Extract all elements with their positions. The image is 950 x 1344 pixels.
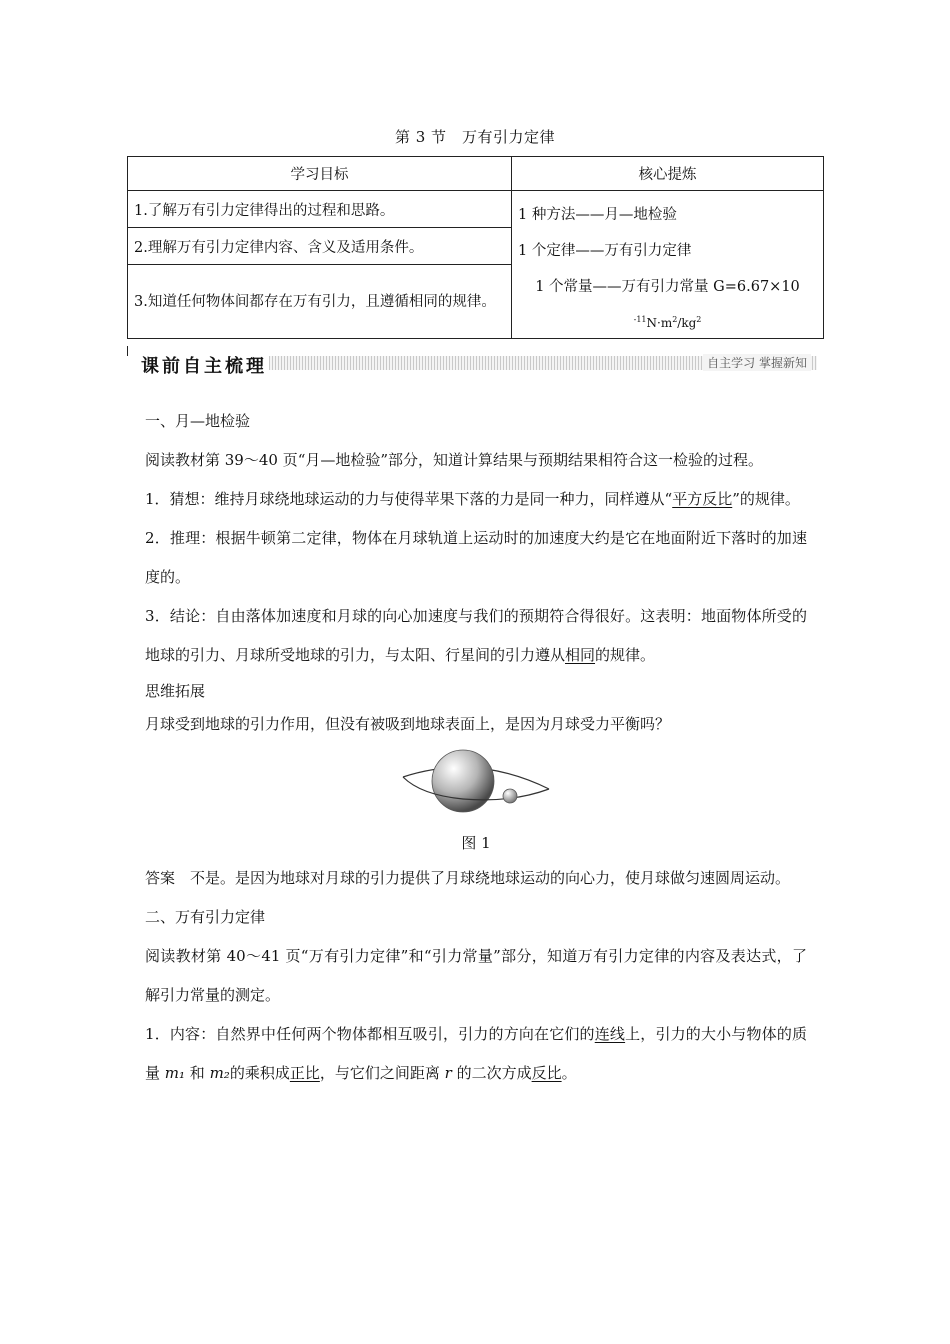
core-header: 核心提炼	[512, 157, 824, 191]
answer-blank: 平方反比	[672, 490, 733, 508]
banner-heading: 课前自主梳理	[141, 356, 267, 377]
core-item: 1 种方法——月—地检验	[518, 207, 677, 223]
banner-tagline: 自主学习 掌握新知	[703, 354, 811, 371]
section-banner	[127, 350, 817, 377]
goal-item: 2.理解万有引力定律内容、含义及适用条件。	[128, 228, 512, 265]
paragraph: 1．内容：自然界中任何两个物体都相互吸引，引力的方向在它们的连线上，引力的大小与物体的质量 m₁ 和 m₂的乘积成正比，与它们之间距离 r 的二次方成反比。	[145, 1025, 807, 1082]
core-item: 1 个常量——万有引力常量 G=6.67×10	[535, 279, 800, 295]
question: 月球受到地球的引力作用，但没有被吸到地球表面上，是因为月球受力平衡吗？	[145, 715, 671, 733]
subheading: 思维拓展	[145, 682, 206, 700]
paragraph: 阅读教材第 40～41 页“万有引力定律”和“引力常量”部分，知道万有引力定律的内容及表达式，了解引力常量的测定。	[145, 947, 807, 1004]
answer-blank: 反比	[531, 1064, 562, 1082]
paragraph: 1．猜想：维持月球绕地球运动的力与使得苹果下落的力是同一种力，同样遵从“平方反比”的规律。	[145, 490, 800, 508]
section-heading: 二、万有引力定律	[145, 908, 266, 926]
paragraph: 阅读教材第 39～40 页“月—地检验”部分，知道计算结果与预期结果相符合这一检验的过程。	[145, 451, 764, 469]
section-heading: 一、月—地检验	[145, 412, 251, 430]
answer-blank: 连线	[594, 1025, 626, 1043]
paragraph: 3．结论：自由落体加速度和月球的向心加速度与我们的预期符合得很好。这表明：地面物体所受的地球的引力、月球所受地球的引力，与太阳、行星间的引力遵从相同的规律。	[145, 607, 807, 664]
figure-earth-moon	[145, 747, 807, 827]
goal-item: 3.知道任何物体间都存在万有引力，且遵循相同的规律。	[128, 265, 512, 339]
goals-header: 学习目标	[128, 157, 512, 191]
earth-moon-orbit-illustration	[401, 747, 551, 827]
core-item-units: $^{-11}N\cdot m^2/kg^2$	[633, 315, 702, 330]
answer: 答案 不是。是因为地球对月球的引力提供了月球绕地球运动的向心力，使月球做匀速圆周运动。	[145, 869, 791, 887]
core-item: 1 个定律——万有引力定律	[518, 243, 692, 259]
paragraph: 2．推理：根据牛顿第二定律，物体在月球轨道上运动时的加速度大约是它在地面附近下落时的加速度的。	[145, 529, 807, 586]
page-title: 第 3 节 万有引力定律	[394, 128, 556, 146]
main-content	[145, 402, 807, 1093]
figure-caption: 图 1	[461, 834, 491, 852]
goal-item: 1.了解万有引力定律得出的过程和思路。	[128, 191, 512, 228]
answer-blank: 正比	[289, 1064, 320, 1082]
answer-blank: 相同	[565, 646, 596, 664]
core-summary	[512, 191, 824, 339]
objectives-table	[127, 156, 824, 339]
